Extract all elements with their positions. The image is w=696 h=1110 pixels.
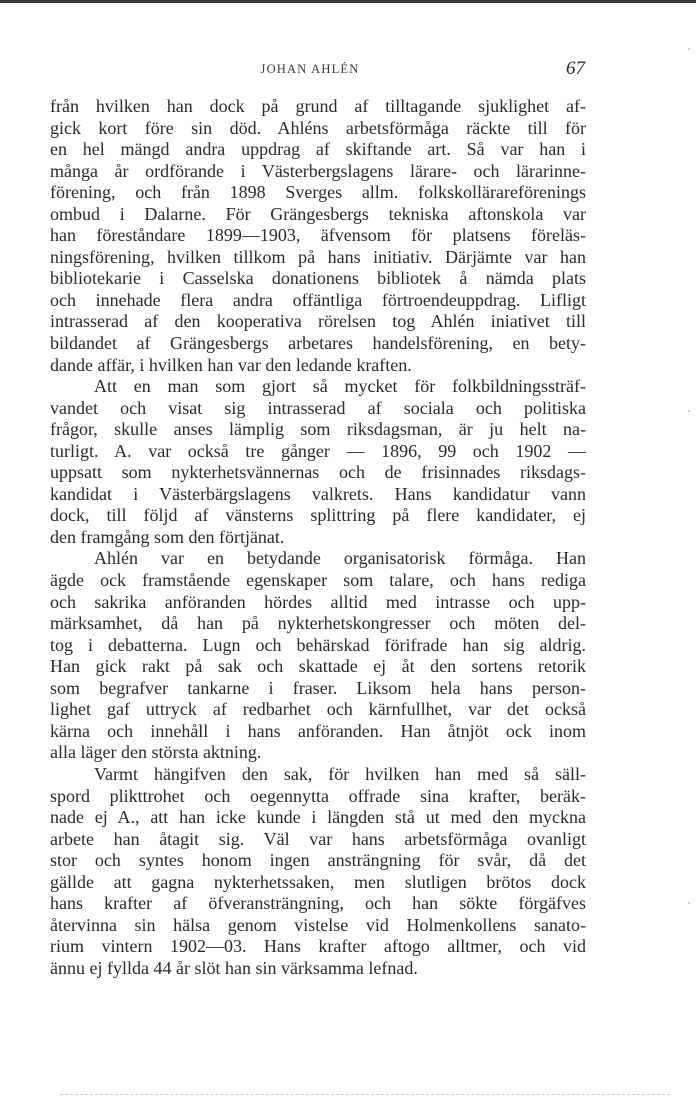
text-line: hans krafter af öfveransträngning, och han sökte förgäfves: [50, 893, 586, 914]
text-line: kandidat i Västerbärgslagens valkrets. Hans kandidatur vann: [50, 483, 586, 504]
text-line: vandet och visat sig intrasserad af sociala och politiska: [50, 397, 586, 418]
text-line: märksamhet, då han på nykterhetskongresser och möten del-: [50, 613, 586, 634]
scan-top-edge: [0, 0, 696, 3]
text-line: rium vintern 1902—03. Hans krafter aftogo alltmer, och vid: [50, 936, 586, 957]
text-line: Att en man som gjort så mycket för folkbildningssträf-: [94, 376, 586, 397]
text-line: bibliotekarie i Casselska donationens bibliotek å nämda plats: [50, 268, 586, 289]
text-line: lighet gaf uttryck af redbarhet och kärnfullhet, var det också: [50, 699, 586, 720]
text-line: ningsförening, hvilken tillkom på hans initiativ. Därjämte var han: [50, 246, 586, 267]
text-line: bildandet af Grängesbergs arbetares handelsförening, en bety-: [50, 333, 586, 354]
text-line: gick kort före sin död. Ahléns arbetsförmåga räckte till för: [50, 117, 586, 138]
scan-bottom-edge: [60, 1094, 670, 1095]
text-line: spord plikttrohet och oegennytta offrade sina krafter, beräk-: [50, 785, 586, 806]
text-line: en hel mängd andra uppdrag af skiftande art. Så var han i: [50, 139, 586, 160]
text-line: nade ej A., att han icke kunde i längden stå ut med den myckna: [50, 807, 586, 828]
text-line: stor och syntes honom ingen ansträngning för svår, då det: [50, 850, 586, 871]
text-line: ombud i Dalarne. För Grängesbergs tekniska aftonskola var: [50, 203, 586, 224]
text-line: alla läger den största aktning.: [50, 742, 262, 763]
text-line: turligt. A. var också tre gånger — 1896, 99 och 1902 —: [50, 440, 586, 461]
running-title: JOHAN AHLÉN: [260, 62, 360, 76]
text-line: förening, och från 1898 Sverges allm. folkskollärareförenings: [50, 182, 586, 203]
text-line: ännu ej fyllda 44 år slöt han sin värksamma lefnad.: [50, 957, 418, 978]
body-text: [50, 96, 586, 979]
text-line: tog i debatterna. Lugn och behärskad förifrade han sig aldrig.: [50, 634, 586, 655]
page-number: 67: [566, 58, 585, 79]
scan-speck: [688, 902, 690, 904]
scan-speck: [688, 48, 690, 50]
text-line: Varmt hängifven den sak, för hvilken han med så säll-: [94, 763, 586, 784]
text-line: som begrafver tankarne i fraser. Liksom hela hans person-: [50, 677, 586, 698]
text-line: Han gick rakt på sak och skattade ej åt den sortens retorik: [50, 656, 586, 677]
text-line: ägde ock framstående egenskaper som talare, och hans rediga: [50, 570, 586, 591]
text-line: frågor, skulle anses lämplig som riksdagsman, är ju helt na-: [50, 419, 586, 440]
text-line: uppsatt som nykterhetsvännernas och de frisinnades riksdags-: [50, 462, 586, 483]
running-head: [0, 58, 696, 82]
text-line: den framgång som den förtjänat.: [50, 526, 285, 547]
text-line: gällde att gagna nykterhetssaken, men slutligen brötos dock: [50, 871, 586, 892]
text-line: återvinna sin hälsa genom vistelse vid Holmenkollens sanato-: [50, 914, 586, 935]
text-line: kärna och innehåll i hans anföranden. Han åtnjöt ock inom: [50, 720, 586, 741]
text-line: dande affär, i hvilken han var den ledande kraften.: [50, 354, 412, 375]
text-line: han föreståndare 1899—1903, äfvensom för platsens föreläs-: [50, 225, 586, 246]
text-line: Ahlén var en betydande organisatorisk förmåga. Han: [94, 548, 586, 569]
text-line: intrasserad af den kooperativa rörelsen tog Ahlén iniativet till: [50, 311, 586, 332]
scan-speck: [688, 410, 690, 412]
text-line: och innehade flera andra offäntliga förtroendeuppdrag. Lifligt: [50, 289, 586, 310]
text-line: många år ordförande i Västerbergslagens lärare- och lärarinne-: [50, 160, 586, 181]
text-line: dock, till följd af vänsterns splittring på flere kandidater, ej: [50, 505, 586, 526]
text-line: och sakrika anföranden hördes alltid med intrasse och upp-: [50, 591, 586, 612]
text-line: arbete han åtagit sig. Väl var hans arbetsförmåga ovanligt: [50, 828, 586, 849]
text-line: från hvilken han dock på grund af tilltagande sjuklighet af-: [50, 96, 586, 116]
